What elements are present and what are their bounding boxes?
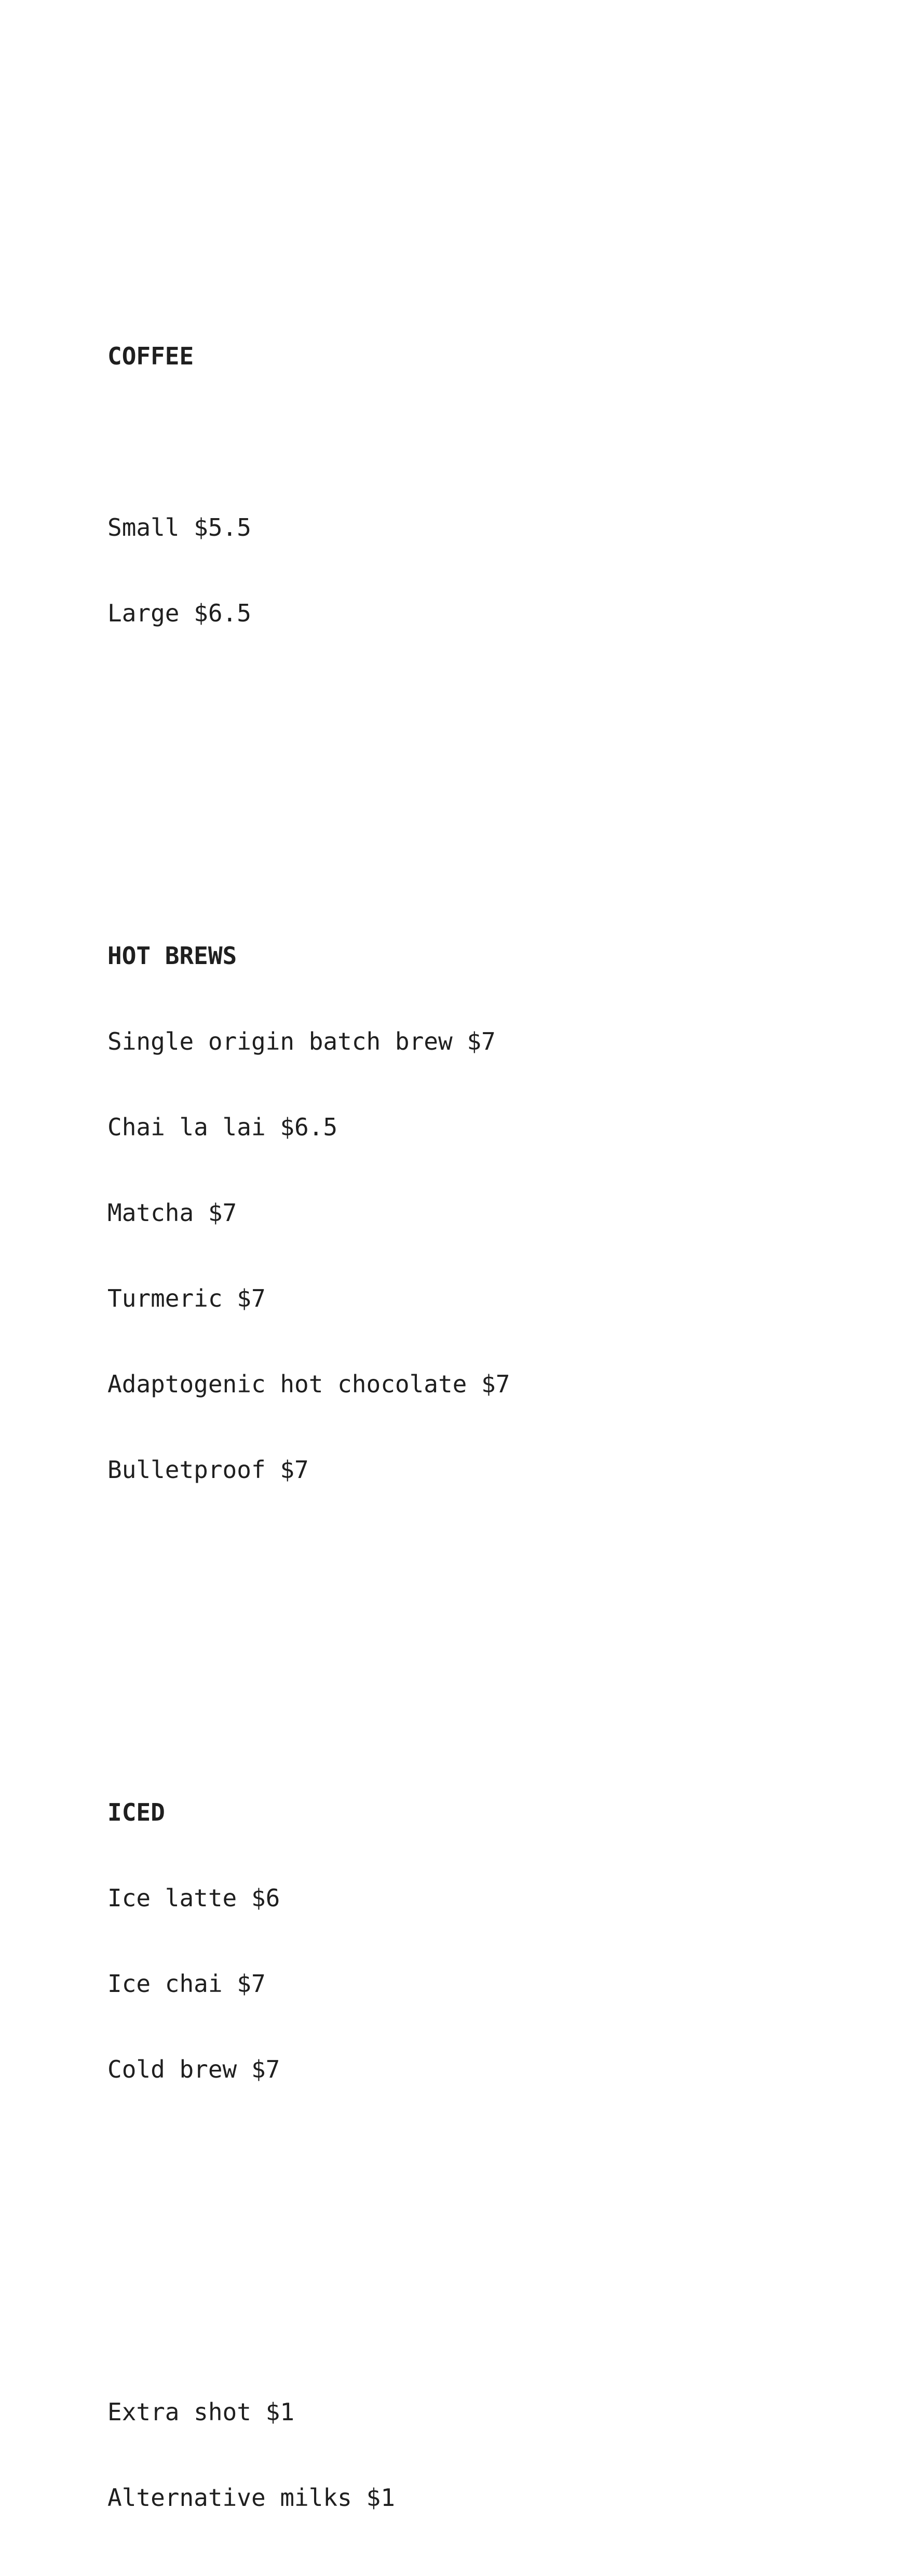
menu-item: Turmeric $7: [107, 1284, 266, 1312]
menu-item: Bulletproof $7: [107, 1456, 309, 1484]
menu-item: Single origin batch brew $7: [107, 1027, 496, 1055]
menu-item: Matcha $7: [107, 1199, 237, 1227]
section-coffee: [107, 285, 553, 685]
menu-item: Alternative milks $1: [107, 2484, 395, 2512]
menu-item: Cold brew $7: [107, 2055, 280, 2083]
menu-item: Large $6.5: [107, 599, 251, 627]
heading-coffee: COFFEE: [107, 342, 194, 370]
heading-hot-brews: HOT BREWS: [107, 942, 237, 970]
menu-item: Ice chai $7: [107, 1970, 266, 1998]
menu-item: Ice latte $6: [107, 1884, 280, 1912]
menu-item: Adaptogenic hot chocolate $7: [107, 1370, 510, 1398]
menu-item: Chai la lai $6.5: [107, 1113, 338, 1141]
spacer: [107, 1627, 553, 1656]
section-iced: [107, 1741, 553, 2141]
drinks-menu: [107, 199, 553, 2576]
menu-item: Small $5.5: [107, 513, 251, 541]
heading-iced: ICED: [107, 1798, 165, 1826]
section-extras: [107, 2341, 553, 2569]
spacer: [107, 2227, 553, 2255]
section-hot-brews: [107, 885, 553, 1541]
spacer: [107, 428, 553, 456]
spacer: [107, 770, 553, 799]
menu-item: Extra shot $1: [107, 2398, 295, 2426]
